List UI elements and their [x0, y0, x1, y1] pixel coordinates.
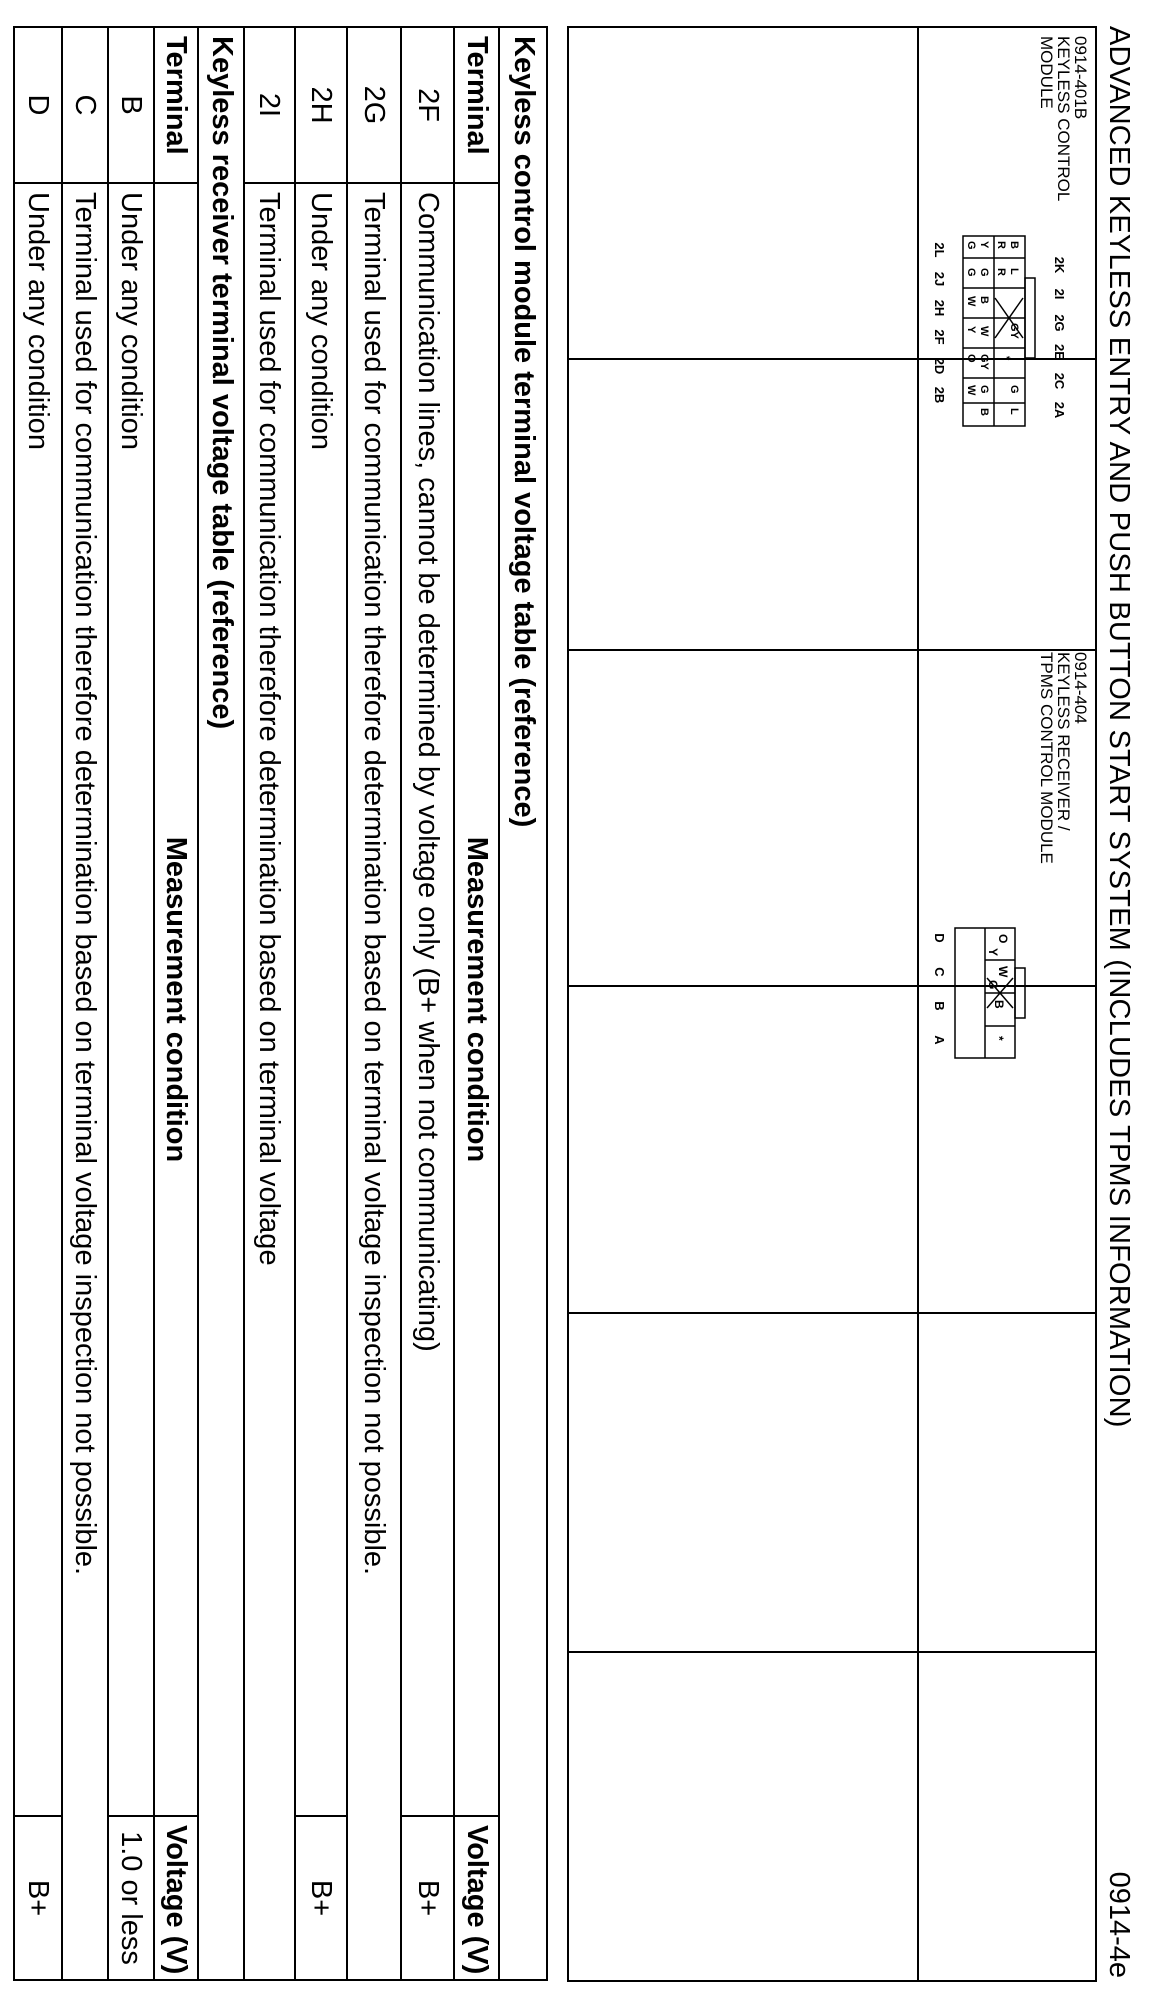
- pin-label: 2I: [1052, 288, 1067, 300]
- pin-label: 2E: [1052, 344, 1067, 360]
- svg-text:*: *: [992, 1036, 1006, 1041]
- pin-label: C: [932, 967, 947, 977]
- svg-text:Y: Y: [978, 241, 990, 249]
- header-voltage: Voltage (V): [160, 1825, 193, 1975]
- svg-text:L: L: [1008, 408, 1020, 415]
- svg-text:G: G: [965, 268, 977, 277]
- grid-col-divider: [569, 1312, 1095, 1314]
- pin-label: D: [932, 933, 947, 943]
- connector-2-name-line2: TPMS CONTROL MODULE: [1037, 652, 1056, 864]
- svg-text:B: B: [978, 296, 990, 304]
- cell-condition: Terminal used for communication therefore determination based on terminal voltage inspection not possible.: [69, 192, 102, 1576]
- svg-text:L: L: [1008, 268, 1020, 275]
- svg-text:O: O: [965, 354, 977, 363]
- cell-terminal: 2G: [348, 28, 400, 184]
- connector-2-label: [1038, 652, 1089, 864]
- pin-label: 2L: [932, 242, 947, 258]
- page-title: ADVANCED KEYLESS ENTRY AND PUSH BUTTON START SYSTEM (INCLUDES TPMS INFORMATION): [1103, 26, 1135, 1428]
- table-row: [15, 28, 61, 1979]
- cell-condition: Terminal used for communication therefore determination based on terminal voltage: [253, 192, 285, 1266]
- svg-text:B: B: [992, 1000, 1006, 1009]
- cell-terminal: D: [15, 28, 61, 184]
- terminal-voltage-table-1: [243, 26, 548, 1981]
- svg-text:B: B: [978, 408, 990, 416]
- svg-text:R: R: [995, 241, 1007, 249]
- connector-2-code: 0914-404: [1071, 652, 1090, 724]
- svg-text:O: O: [996, 934, 1010, 944]
- cell-terminal: 2I: [243, 28, 294, 184]
- table-1-caption: Keyless control module terminal voltage table (reference): [508, 36, 540, 828]
- svg-text:GY: GY: [978, 354, 990, 370]
- svg-text:B: B: [1008, 241, 1020, 249]
- pin-label: 2G: [1052, 314, 1067, 332]
- header-terminal: Terminal: [455, 28, 498, 184]
- cell-voltage: 1.0 or less: [115, 1831, 148, 1965]
- header-condition: Measurement condition: [455, 184, 498, 1817]
- svg-text:W: W: [965, 385, 977, 396]
- svg-text:R: R: [995, 268, 1007, 276]
- table-row: [294, 28, 346, 1979]
- connector-1-diagram: [919, 128, 1095, 428]
- header-terminal: Terminal: [155, 28, 197, 184]
- svg-text:W: W: [996, 966, 1010, 978]
- table-header-row: [153, 28, 197, 1979]
- table-row: [243, 28, 294, 1979]
- terminal-voltage-table-2: [13, 26, 243, 1981]
- pin-label: 2B: [932, 386, 947, 404]
- cell-condition: Under any condition: [109, 184, 153, 1817]
- grid-col-divider: [569, 649, 1095, 651]
- svg-text:G: G: [978, 385, 990, 394]
- cell-terminal: C: [63, 28, 107, 184]
- pin-label: 2D: [932, 357, 947, 375]
- svg-text:Y: Y: [965, 326, 977, 334]
- cell-terminal: 2H: [296, 28, 346, 184]
- grid-col-divider: [569, 1651, 1095, 1653]
- svg-text:G: G: [1008, 385, 1020, 394]
- header-condition: Measurement condition: [155, 184, 197, 1817]
- svg-text:G: G: [978, 268, 990, 277]
- pin-label: B: [932, 1001, 947, 1011]
- cell-voltage: B+: [22, 1879, 55, 1917]
- pin-label: 2J: [932, 271, 947, 287]
- svg-text:G: G: [965, 241, 977, 250]
- cell-terminal: B: [109, 28, 153, 184]
- cell-condition: Terminal used for communication therefore determination based on terminal voltage inspection not possible.: [358, 192, 391, 1576]
- cell-terminal: 2F: [402, 28, 453, 184]
- pin-label: 2A: [1052, 401, 1067, 419]
- pin-label: 2C: [1052, 372, 1067, 390]
- cell-condition: Under any condition: [296, 184, 346, 1817]
- table-row: [107, 28, 153, 1979]
- connector-2-wire-colors: [986, 934, 1010, 1041]
- connector-1-name-line2: MODULE: [1037, 36, 1056, 109]
- pin-label: 2K: [1052, 256, 1067, 274]
- connector-2-diagram: [919, 908, 1095, 1138]
- pin-label: A: [932, 1035, 947, 1045]
- table-2-caption: Keyless receiver terminal voltage table (reference): [206, 36, 238, 730]
- svg-text:Y: Y: [986, 948, 1000, 957]
- connector-1-pin-labels-bottom: [932, 242, 947, 403]
- cell-voltage: B+: [412, 1879, 444, 1917]
- table-caption-row: [498, 28, 546, 1979]
- header-voltage: Voltage (V): [461, 1825, 493, 1975]
- table-row: [400, 28, 453, 1979]
- table-row: [346, 28, 400, 1979]
- table-header-row: [453, 28, 498, 1979]
- connector-2-name-line1: KEYLESS RECEIVER /: [1054, 652, 1073, 831]
- connector-1-wire-colors: [965, 241, 1020, 416]
- page-id: 0914-4e: [1103, 1871, 1135, 1978]
- svg-text:G: G: [986, 980, 1000, 990]
- cell-voltage: B+: [305, 1879, 338, 1917]
- table-row: [61, 28, 107, 1979]
- pin-label: 2H: [932, 299, 947, 317]
- connector-2-pin-labels: [932, 933, 947, 1045]
- connector-1-name-line1: KEYLESS CONTROL: [1054, 36, 1073, 202]
- svg-text:W: W: [978, 326, 990, 337]
- connector-1-pin-labels-top: [1052, 257, 1067, 419]
- connector-grid: [567, 26, 1097, 1982]
- table-caption-row: [197, 28, 243, 1979]
- svg-text:GY: GY: [1008, 323, 1020, 339]
- connector-1-code: 0914-401B: [1071, 36, 1090, 120]
- svg-text:W: W: [965, 296, 977, 307]
- pin-label: 2F: [932, 329, 947, 345]
- cell-condition: Under any condition: [15, 184, 61, 1817]
- svg-text:*: *: [1000, 356, 1012, 361]
- cell-condition: Communication lines, cannot be determined by voltage only (B+ when not communicating): [402, 184, 453, 1817]
